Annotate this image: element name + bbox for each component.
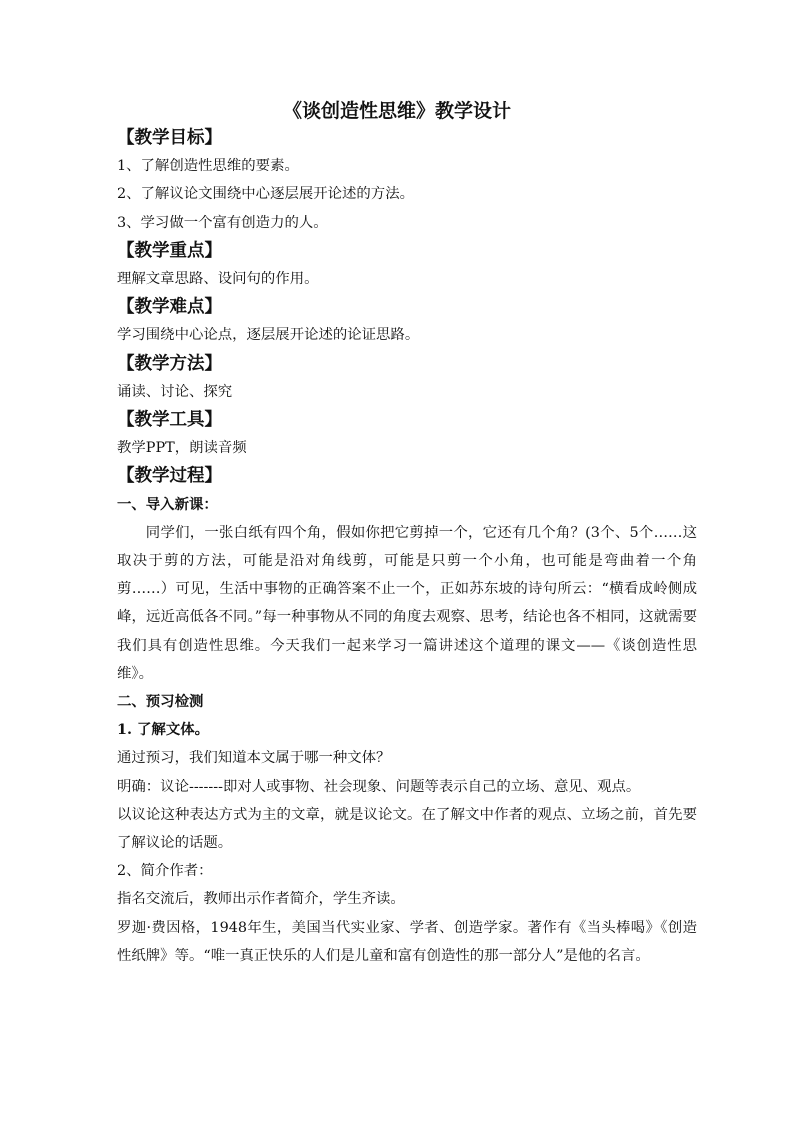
subsection-heading-intro: 一、导入新课： bbox=[117, 495, 218, 513]
genre-explanation: 以议论这种表达方式为主的文章，就是议论文。在了解文中作者的观点、立场之前，首先要了解议论的话题。 bbox=[117, 806, 697, 852]
section-heading-difficulties: 【教学难点】 bbox=[117, 297, 222, 318]
item-heading-author: 2、简介作者： bbox=[117, 863, 213, 880]
genre-question: 通过预习，我们知道本文属于哪一种文体？ bbox=[117, 750, 391, 767]
author-instruction: 指名交流后，教师出示作者简介，学生齐读。 bbox=[117, 891, 405, 908]
section-heading-tools: 【教学工具】 bbox=[117, 410, 222, 431]
difficulties-text: 学习围绕中心论点，逐层展开论述的论证思路。 bbox=[117, 327, 420, 344]
item-heading-genre: 1. 了解文体。 bbox=[117, 721, 209, 739]
author-bio: 罗迦·费因格，1948年生，美国当代实业家、学者、创造学家。著作有《当头棒喝》《创造性纸牌》等。“唯一真正快乐的人们是儿童和富有创造性的那一部分人”是他的名言。 bbox=[117, 919, 697, 964]
section-heading-objectives: 【教学目标】 bbox=[117, 128, 222, 148]
objective-item: 1、了解创造性思维的要素。 bbox=[117, 158, 299, 175]
objective-item: 3、学习做一个富有创造力的人。 bbox=[117, 214, 328, 231]
key-points-text: 理解文章思路、设问句的作用。 bbox=[117, 271, 319, 288]
document-body bbox=[117, 124, 697, 970]
objective-item: 2、了解议论文围绕中心逐层展开论述的方法。 bbox=[117, 186, 414, 203]
genre-answer: 明确：议论-------即对人或事物、社会现象、问题等表示自己的立场、意见、观点。 bbox=[117, 778, 641, 795]
document-title: 《谈创造性思维》教学设计 bbox=[282, 100, 511, 122]
tools-text: 教学PPT，朗读音频 bbox=[117, 440, 247, 457]
intro-paragraph: 同学们，一张白纸有四个角，假如你把它剪掉一个，它还有几个角？(3个、5个……这取决于剪的方法，可能是沿对角线剪，可能是只剪一个小角，也可能是弯曲着一个角剪……）可见，生活中事物的正确答案不止一个，正如苏东坡的诗句所云：“横看成岭侧成峰，远近高低各不同。”每一种事物从不同的角度去观察、思考，结论也各不相同，这就需要我们具有创造性思维。今天我们一起来学习一篇讲述这个道理的课文——《谈创造性思维》。 bbox=[117, 524, 697, 682]
section-heading-methods: 【教学方法】 bbox=[117, 353, 222, 374]
section-heading-process: 【教学过程】 bbox=[117, 466, 222, 487]
methods-text: 诵读、讨论、探究 bbox=[117, 383, 233, 400]
subsection-heading-preview: 二、预习检测 bbox=[117, 693, 204, 711]
section-heading-key-points: 【教学重点】 bbox=[117, 240, 222, 261]
